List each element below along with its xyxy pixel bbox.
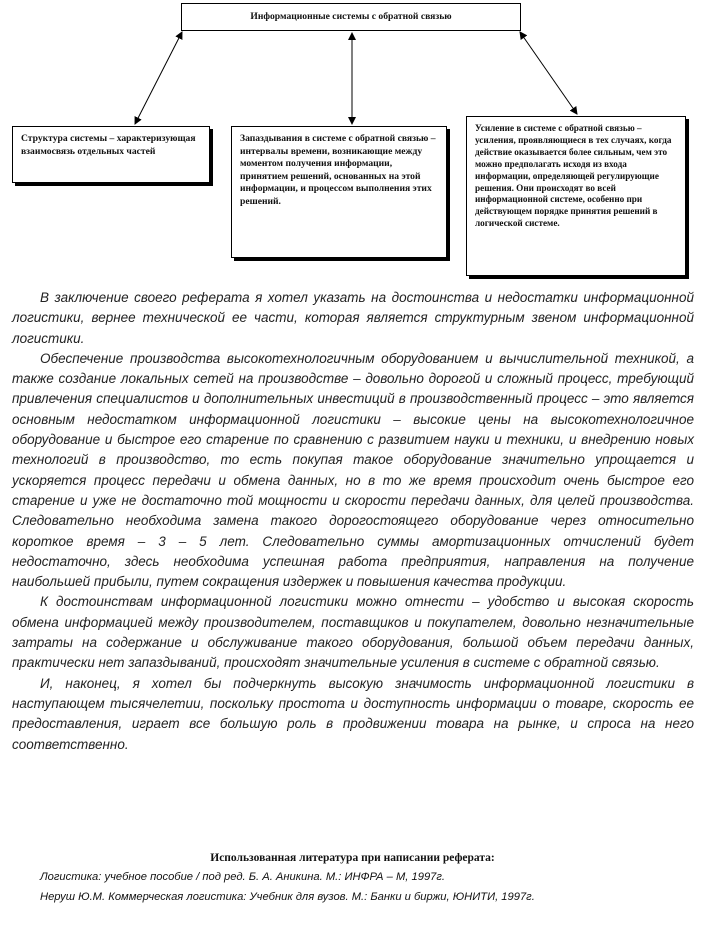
diagram-box-gain: Усиление в системе с обратной связью – усиления, проявляющиеся в тех случаях, когда действие оказывается более сильным, чем это можно предполагать исходя из входа информации, определяющей регулирующие решения. Они происходят во всей информационной системе, особенно при действующем порядке принятия решений в логической системе. bbox=[466, 116, 686, 276]
paragraph: В заключение своего реферата я хотел указать на достоинства и недостатки информационной логистики, вернее технической ее части, которая является структурным звеном информационной логистики. bbox=[12, 290, 694, 346]
references-title: Использованная литература при написании реферата: bbox=[210, 852, 495, 864]
arrow-to-structure bbox=[135, 32, 182, 124]
arrow-to-gain bbox=[520, 32, 577, 114]
reference-item: Неруш Ю.М. Коммерческая логистика: Учебник для вузов. М.: Банки и биржи, ЮНИТИ, 1997г. bbox=[40, 891, 535, 903]
paragraph: Обеспечение производства высокотехнологичным оборудованием и вычислительной техникой, а также создание локальных сетей на производстве – довольно дорогой и сложный процесс, требующий привлечения специалистов и дополнительных инвестиций в производственный процесс – это является основным недостатком информационной логистики – высокие цены на высокотехнологичное оборудование и быстрое его старение по сравнению с развитием науки и техники, и внедрению новых технологий в производство, то есть покупая такое оборудование значительно упрощается и ускоряется процесс передачи и обмена данных, но в то же время происходит очень быстрое его старение и уже не достаточно той мощности и скорости передачи данных, для целей производства. Следовательно необходима замена такого дорогостоящего оборудование через относительно короткое время – 3 – 5 лет. Следовательно суммы амортизационных отчислений будет недостаточно, здесь необходима успешная работа предприятия, направления на получение наибольшей прибыли, путем сокращения издержек и повышения качества продукции. bbox=[12, 350, 694, 590]
main-text bbox=[12, 288, 694, 755]
diagram-box-structure: Структура системы – характеризующая взаимосвязь отдельных частей bbox=[12, 126, 210, 183]
paragraph: И, наконец, я хотел бы подчеркнуть высокую значимость информационной логистики в наступающем тысячелетии, поскольку простота и доступность информации о товаре, скорость ее предоставления, играет все большую роль в продвижении товара на рынке, и спроса на него соответственно. bbox=[12, 675, 694, 752]
paragraph: К достоинствам информационной логистики можно отнести – удобство и высокая скорость обмена информацией между производителем, поставщиков и покупателем, довольно незначительные затраты на содержание и обслуживание такого оборудования, большой объем передачи данных, практически нет запаздываний, происходят значительные усиления в системе с обратной связью. bbox=[12, 594, 694, 671]
diagram-top-box: Информационные системы с обратной связью bbox=[181, 3, 521, 31]
diagram-box-delays: Запаздывания в системе с обратной связью – интервалы времени, возникающие между моментом получения информации, принятием решений, основанных на этой информации, и процессом выполнения этих решений. bbox=[231, 126, 447, 258]
reference-item: Логистика: учебное пособие / под ред. Б. А. Аникина. М.: ИНФРА – М, 1997г. bbox=[40, 871, 446, 883]
